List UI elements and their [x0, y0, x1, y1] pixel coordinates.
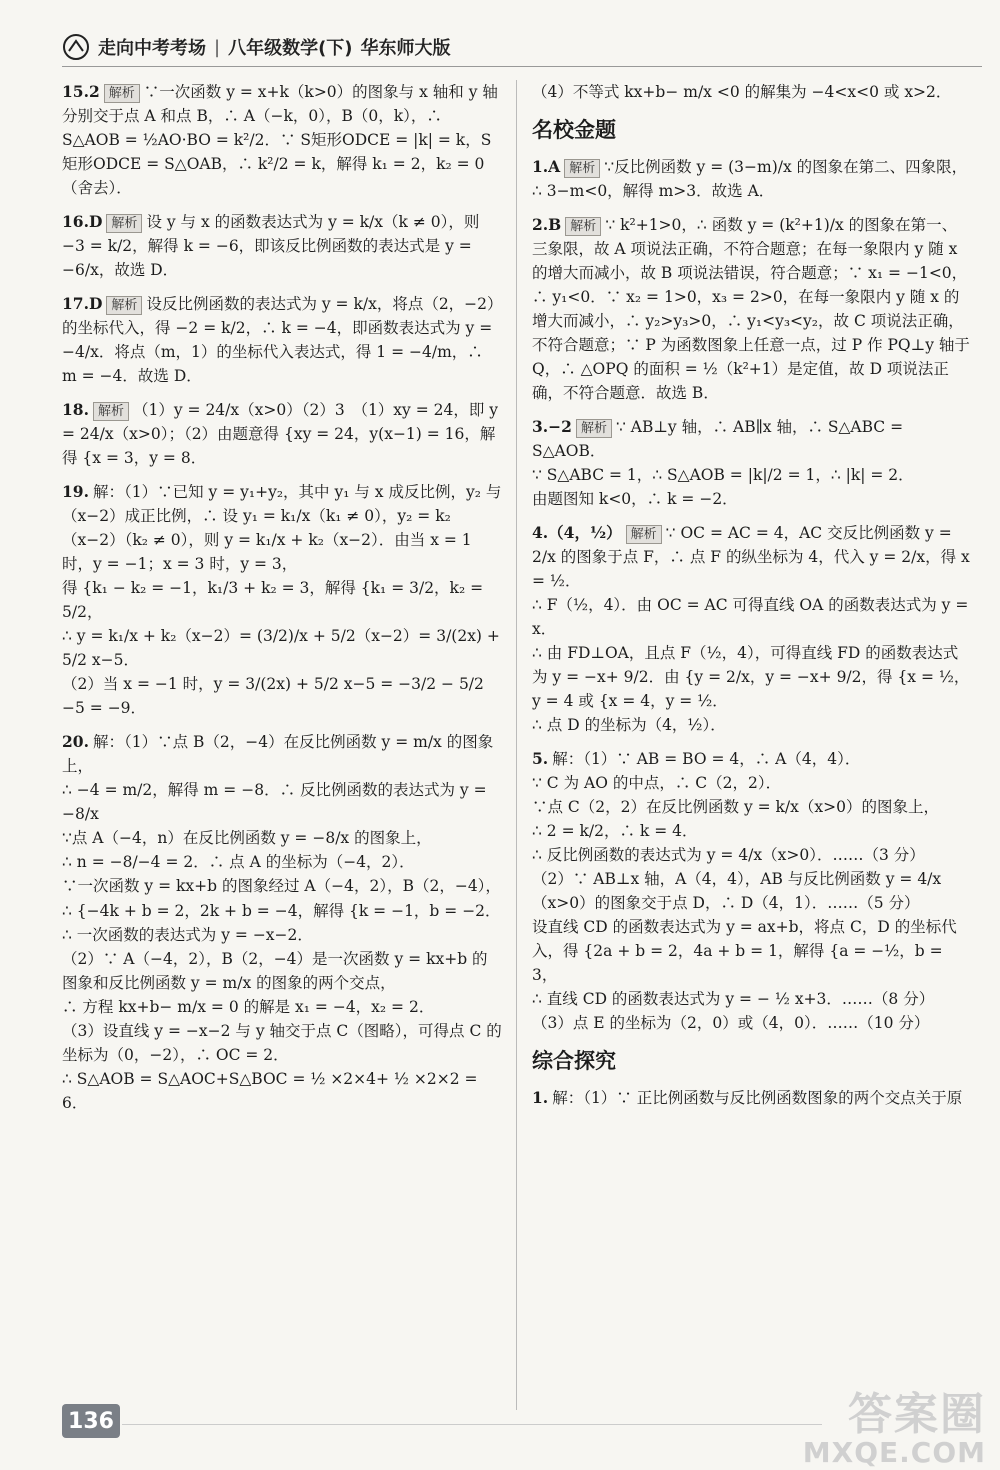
item-number: 3.−2	[532, 416, 572, 436]
answer-item	[532, 521, 972, 737]
item-number: 15.2	[62, 82, 100, 101]
item-text: 解：（1）∵ AB = BO = 4，∴ A（4，4）． ∵ C 为 AO 的中点，∴ C（2，2）． ∵点 C（2，2）在反比例函数 y = k/x（x>0）的图象上， ∴ 2 = k/2，∴ k = 4． ∴ 反比例函数的表达式为 y = 4/x（x>0）．……（3 分） （2）∵ AB⊥x 轴，A（4，4），AB 与反比例函数 y = 4/x（x>0）的图象交于点 D，∴ D（4，1）．……（5 分） 设直线 CD 的函数表达式为 y = ax+b，将点 C，D 的坐标代入，得 {2a + b = 2，4a + b = 1，解得 {a = −½，b = 3， ∴ 直线 CD 的函数表达式为 y = − ½ x+3．……（8 分） （3）点 E 的坐标为（2，0）或（4，0）．……（10 分）	[532, 749, 957, 1033]
footer-divider	[122, 1424, 822, 1425]
edition-label: 华东师大版	[360, 38, 451, 59]
column-divider	[516, 80, 517, 1410]
series-title: 走向中考考场	[98, 38, 206, 59]
item-number: 5.	[532, 748, 549, 768]
answer-item	[62, 480, 502, 720]
answer-continuation: （4）不等式 kx+b− m/x <0 的解集为 −4<x<0 或 x>2．	[532, 83, 952, 101]
answer-item	[532, 747, 972, 1035]
analysis-tag: 解析	[576, 419, 612, 438]
item-number: 16.D	[62, 212, 103, 232]
item-text: 设 y 与 x 的函数表达式为 y = k/x（k ≠ 0），则 −3 = k/2，解得 k = −6，即该反比例函数的表达式是 y = −6/x，故选 D．	[62, 213, 480, 280]
analysis-tag: 解析	[626, 525, 662, 544]
item-number: 18.	[62, 400, 89, 420]
item-text: 设反比例函数的表达式为 y = k/x，将点（2，−2）的坐标代入，得 −2 = k/2，∴ k = −4，即函数表达式为 y = −4/x．将点（m，1）的坐标代入表达式，得 1 = −4/m，∴ m = −4．故选 D．	[62, 295, 495, 386]
item-text: ∵ k²+1>0，∴ 函数 y = (k²+1)/x 的图象在第一、三象限，故 A 项说法正确，不符合题意；在每一象限内 y 随 x 的增大而减小，故 B 项说法错误，符合题意；∵ x₁ = −1<0，∴ y₁<0．∵ x₂ = 1>0，x₃ = 2>0，在每一象限内 y 随 x 的增大而减小，∴ y₂>y₃>0，∴ y₁<y₃<y₂，故 C 项说法正确，不符合题意；∵ P 为函数图象上任意一点，过 P 作 PQ⊥y 轴于 Q，∴ △OPQ 的面积 = ½（k²+1）是定值，故 D 项说法正确，不符合题意．故选 B．	[532, 215, 970, 402]
item-text: ∵ AB⊥y 轴，∴ AB∥x 轴，∴ S△ABC = S△AOB． ∵ S△ABC = 1，∴ S△AOB = |k|/2 = 1，∴ |k| = 2． 由题图知 k<0，∴ k = −2．	[532, 417, 914, 508]
item-text: （1）y = 24/x（x>0）（2）3 （1）xy = 24，即 y = 24/x（x>0）；（2）由题意得 {xy = 24，y(x−1) = 16，解得 {x = 3，y = 8．	[62, 401, 499, 468]
runner-logo-icon	[62, 33, 90, 61]
grade-label: 八年级数学(下)	[228, 38, 353, 59]
analysis-tag: 解析	[93, 402, 129, 421]
answer-item	[532, 1086, 972, 1110]
section-heading: 综合探究	[532, 1049, 616, 1074]
item-number: 20.	[62, 732, 89, 752]
item-number: 1.A	[532, 156, 561, 176]
item-number: 2.B	[532, 214, 562, 234]
answer-item	[62, 730, 502, 1114]
item-number: 1.	[532, 1087, 549, 1107]
answer-item	[62, 398, 502, 470]
item-text: 解：（1）∵ 正比例函数与反比例函数图象的两个交点关于原	[552, 1088, 963, 1107]
answer-item	[62, 210, 502, 282]
page-header: 走向中考考场 | 八年级数学(下) 华东师大版	[62, 30, 451, 64]
left-column	[62, 80, 502, 1125]
item-text: ∵ OC = AC = 4，AC 交反比例函数 y = 2/x 的图象于点 F，∴ 点 F 的纵坐标为 4，代入 y = 2/x，得 x = ½． ∴ F（½，4）．由 OC = AC 可得直线 OA 的函数表达式为 y = x． ∴ 由 FD⊥OA，且点 F（½，4），可得直线 FD 的函数表达式为 y = −x+ 9/2．由 {y = 2/x，y = −x+ 9/2，得 {x = ½，y = 4 或 {x = 4，y = ½． ∴ 点 D 的坐标为（4，½）．	[532, 523, 970, 734]
watermark	[803, 1378, 986, 1469]
item-number: 17.D	[62, 294, 103, 314]
analysis-tag: 解析	[564, 159, 600, 178]
right-column	[532, 80, 972, 1120]
analysis-tag: 解析	[104, 84, 140, 103]
analysis-tag: 解析	[565, 217, 601, 236]
watermark-line1: 答案圈	[848, 1389, 986, 1440]
item-text: ∵反比例函数 y = (3−m)/x 的图象在第二、四象限， ∴ 3−m<0，解得 m>3．故选 A．	[532, 157, 968, 200]
analysis-tag: 解析	[106, 214, 142, 233]
answer-item	[532, 213, 972, 405]
item-text: ∵一次函数 y = x+k（k>0）的图象与 x 轴和 y 轴分别交于点 A 和点 B，∴ A（−k，0），B（0，k），∴ S△AOB = ½AO·BO = k²/2．∵ S矩形ODCE = |k| = k，S矩形ODCE = S△OAB，∴ k²/2 = k，解得 k₁ = 2，k₂ = 0（舍去）．	[62, 83, 498, 198]
item-number: 19.	[62, 482, 89, 502]
item-number: 4.（4，½）	[532, 522, 622, 542]
page-number: 136	[62, 1404, 120, 1438]
answer-item	[532, 415, 972, 511]
item-text: 解：（1）∵点 B（2，−4）在反比例函数 y = m/x 的图象上， ∴ −4 = m/2，解得 m = −8．∴ 反比例函数的表达式为 y = −8/x ∵点 A（−4，n）在反比例函数 y = −8/x 的图象上， ∴ n = −8/−4 = 2．∴ 点 A 的坐标为（−4，2）． ∵一次函数 y = kx+b 的图象经过 A（−4，2），B（2，−4）， ∴ {−4k + b = 2，2k + b = −4，解得 {k = −1，b = −2． ∴ 一次函数的表达式为 y = −x−2． （2）∵ A（−4，2），B（2，−4）是一次函数 y = kx+b 的图象和反比例函数 y = m/x 的图象的两个交点， ∴ 方程 kx+b− m/x = 0 的解是 x₁ = −4，x₂ = 2． （3）设直线 y = −x−2 与 y 轴交于点 C（图略），可得点 C 的坐标为（0，−2），∴ OC = 2． ∴ S△AOB = S△AOC+S△BOC = ½ ×2×4+ ½ ×2×2 = 6．	[62, 733, 502, 1112]
section-heading: 名校金题	[532, 118, 616, 143]
item-text: 解：（1）∵已知 y = y₁+y₂，其中 y₁ 与 x 成反比例，y₂ 与（x−2）成正比例，∴ 设 y₁ = k₁/x（k₁ ≠ 0），y₂ = k₂（x−2）（k₂ ≠ 0），则 y = k₁/x + k₂（x−2）．由当 x = 1 时，y = −1；x = 3 时，y = 3， 得 {k₁ − k₂ = −1，k₁/3 + k₂ = 3，解得 {k₁ = 3/2，k₂ = 5/2， ∴ y = k₁/x + k₂（x−2）= (3/2)/x + 5/2（x−2）= 3/(2x) + 5/2 x−5． （2）当 x = −1 时，y = 3/(2x) + 5/2 x−5 = −3/2 − 5/2 −5 = −9．	[62, 483, 502, 718]
answer-item	[62, 292, 502, 388]
answer-item	[62, 80, 502, 200]
answer-item	[532, 155, 972, 203]
analysis-tag: 解析	[106, 296, 142, 315]
header-divider	[62, 66, 982, 67]
watermark-line2: MXQE.COM	[802, 1436, 986, 1469]
